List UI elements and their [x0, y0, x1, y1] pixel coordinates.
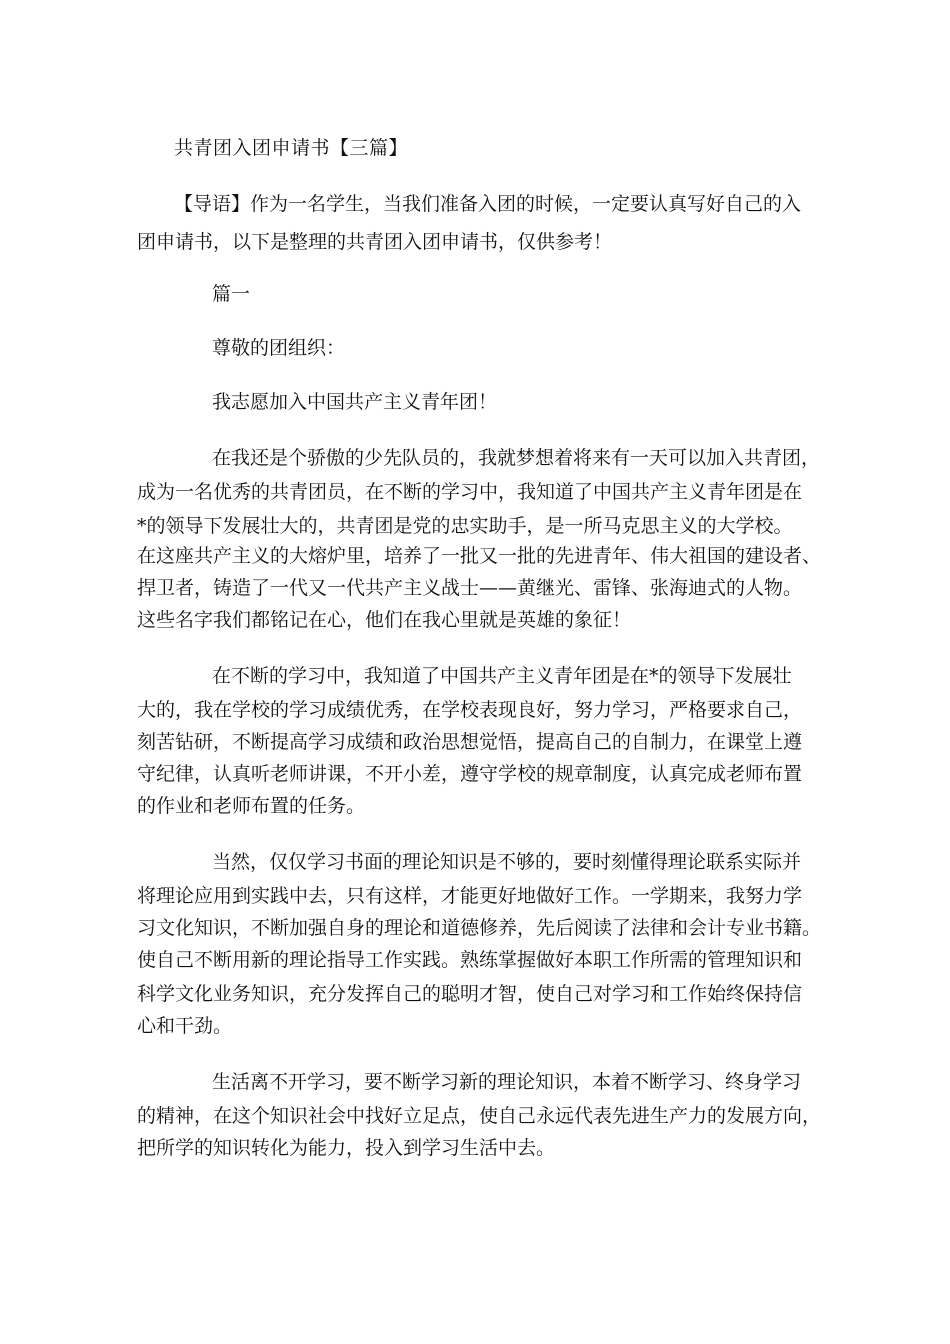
document-title: 共青团入团申请书【三篇】: [174, 137, 409, 159]
paragraph-2-line-3: 刻苦钻研，不断提高学习成绩和政治思想觉悟，提高自己的自制力，在课堂上遵: [137, 731, 803, 753]
paragraph-1-line-4: 在这座共产主义的大熔炉里，培养了一批又一批的先进青年、伟大祖国的建设者、: [137, 545, 822, 567]
paragraph-3-line-3: 习文化知识，不断加强自身的理论和道德修养，先后阅读了法律和会计专业书籍。: [137, 917, 822, 939]
paragraph-2-line-4: 守纪律，认真听老师讲课，不开小差，遵守学校的规章制度，认真完成老师布置: [137, 763, 803, 785]
intro-line-2: 团申请书，以下是整理的共青团入团申请书，仅供参考！: [137, 231, 613, 253]
paragraph-3-line-1: 当然，仅仅学习书面的理论知识是不够的，要时刻懂得理论联系实际并: [212, 851, 802, 873]
paragraph-2-line-1: 在不断的学习中，我知道了中国共产主义青年团是在*的领导下发展壮: [212, 665, 792, 687]
salutation: 尊敬的团组织：: [212, 337, 346, 359]
intro-line-1: 【导语】作为一名学生，当我们准备入团的时候，一定要认真写好自己的入: [174, 193, 802, 215]
paragraph-4-line-1: 生活离不开学习，要不断学习新的理论知识，本着不断学习、终身学习: [212, 1071, 802, 1093]
paragraph-3-line-6: 心和干劲。: [137, 1015, 233, 1037]
declaration: 我志愿加入中国共产主义青年团！: [212, 391, 498, 413]
paragraph-4-line-2: 的精神，在这个知识社会中找好立足点，使自己永远代表先进生产力的发展方向，: [137, 1105, 822, 1127]
paragraph-2-line-5: 的作业和老师布置的任务。: [137, 795, 366, 817]
paragraph-3-line-5: 科学文化业务知识，充分发挥自己的聪明才智，使自己对学习和工作始终保持信: [137, 983, 803, 1005]
paragraph-1-line-2: 成为一名优秀的共青团员，在不断的学习中，我知道了中国共产主义青年团是在: [137, 481, 803, 503]
paragraph-2-line-2: 大的，我在学校的学习成绩优秀，在学校表现良好，努力学习，严格要求自己，: [137, 699, 803, 721]
paragraph-4-line-3: 把所学的知识转化为能力，投入到学习生活中去。: [137, 1137, 556, 1159]
paragraph-3-line-4: 使自己不断用新的理论指导工作实践。熟练掌握做好本职工作所需的管理知识和: [137, 949, 803, 971]
paragraph-1-line-6: 这些名字我们都铭记在心，他们在我心里就是英雄的象征！: [137, 609, 632, 631]
paragraph-3-line-2: 将理论应用到实践中去，只有这样，才能更好地做好工作。一学期来，我努力学: [137, 885, 803, 907]
paragraph-1-line-3: *的领导下发展壮大的，共青团是党的忠实助手，是一所马克思主义的大学校。: [137, 515, 793, 537]
paragraph-1-line-5: 捍卫者，铸造了一代又一代共产主义战士——黄继光、雷锋、张海迪式的人物。: [137, 577, 803, 599]
paragraph-1-line-1: 在我还是个骄傲的少先队员的，我就梦想着将来有一天可以加入共青团，: [212, 447, 821, 469]
section-heading: 篇一: [212, 283, 251, 305]
